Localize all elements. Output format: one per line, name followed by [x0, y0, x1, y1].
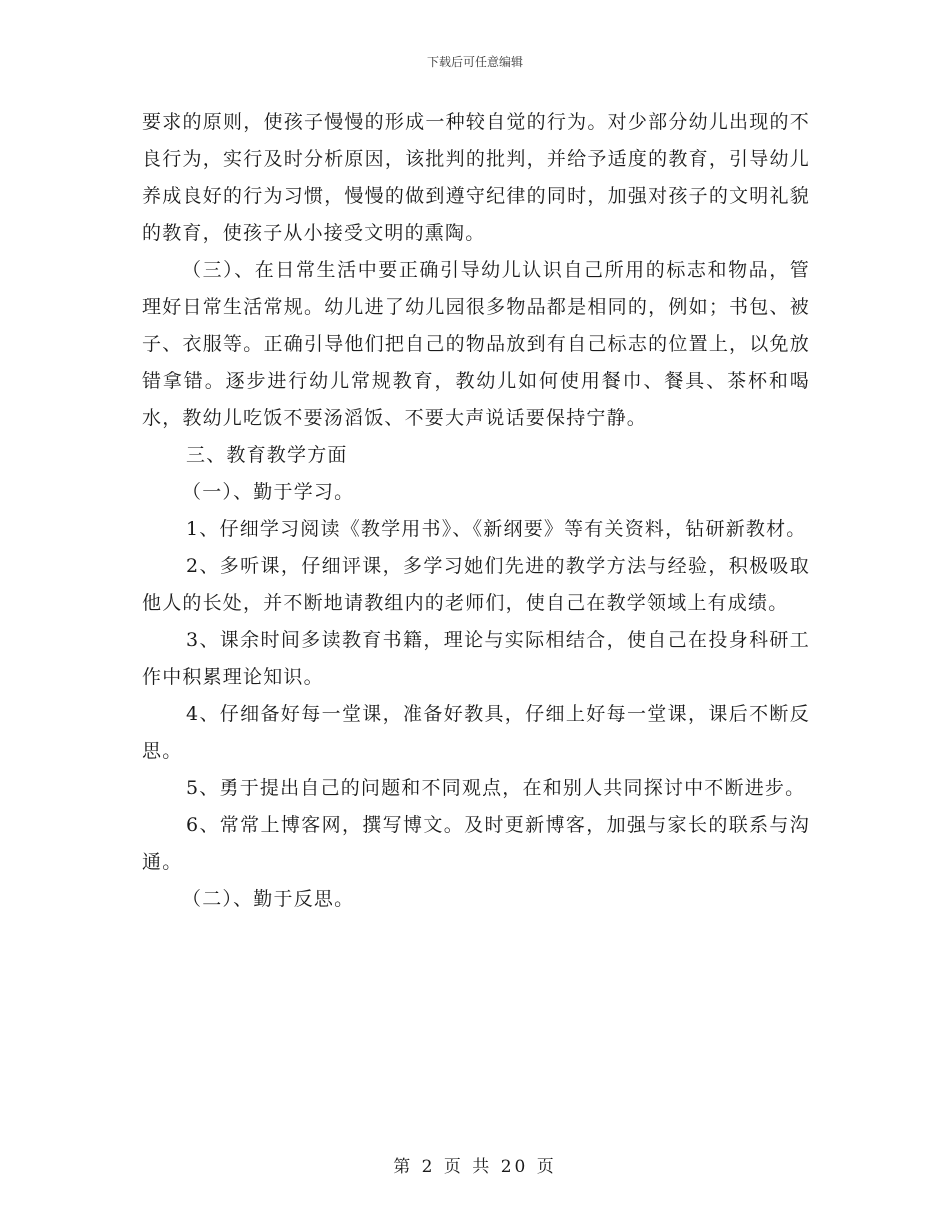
paragraph-section-three: （三）、在日常生活中要正确引导幼儿认识自己所用的标志和物品，管理好日常生活常规。幼儿进了幼儿园很多物品都是相同的，例如；书包、被子、衣服等。正确引导他们把自己的物品放到有自己标志的位置上，以免放错拿错。逐步进行幼儿常规教育，教幼儿如何使用餐巾、餐具、茶杯和喝水，教幼儿吃饭不要汤滔饭、不要大声说话要保持宁静。 — [142, 259, 810, 429]
document-body — [142, 104, 810, 918]
section-heading: 三、教育教学方面 — [186, 444, 348, 466]
list-item-4: 4、仔细备好每一堂课，准备好教具，仔细上好每一堂课，课后不断反思。 — [142, 703, 810, 762]
list-item-3: 3、课余时间多读教育书籍，理论与实际相结合，使自己在投身科研工作中积累理论知识。 — [142, 629, 810, 688]
list-item-1: 1、仔细学习阅读《教学用书》、《新纲要》等有关资料，钻研新教材。 — [186, 518, 807, 540]
page-header-note: 下载后可任意编辑 — [426, 55, 523, 69]
list-item-5: 5、勇于提出自己的问题和不同观点，在和别人共同探讨中不断进步。 — [186, 777, 806, 799]
page-number: 第 2 页 共 20 页 — [393, 1157, 557, 1177]
subsection-heading-two: （二）、勤于反思。 — [182, 888, 355, 910]
list-item-6: 6、常常上博客网，撰写博文。及时更新博客，加强与家长的联系与沟通。 — [142, 814, 810, 873]
list-item-2: 2、多听课，仔细评课，多学习她们先进的教学方法与经验，积极吸取他人的长处，并不断地请教组内的老师们，使自己在教学领域上有成绩。 — [142, 555, 810, 614]
paragraph-continuation: 要求的原则，使孩子慢慢的形成一种较自觉的行为。对少部分幼儿出现的不良行为，实行及时分析原因，该批判的批判，并给予适度的教育，引导幼儿养成良好的行为习惯，慢慢的做到遵守纪律的同时，加强对孩子的文明礼貌的教育，使孩子从小接受文明的熏陶。 — [142, 111, 810, 244]
subsection-heading-one: （一）、勤于学习。 — [182, 481, 355, 503]
